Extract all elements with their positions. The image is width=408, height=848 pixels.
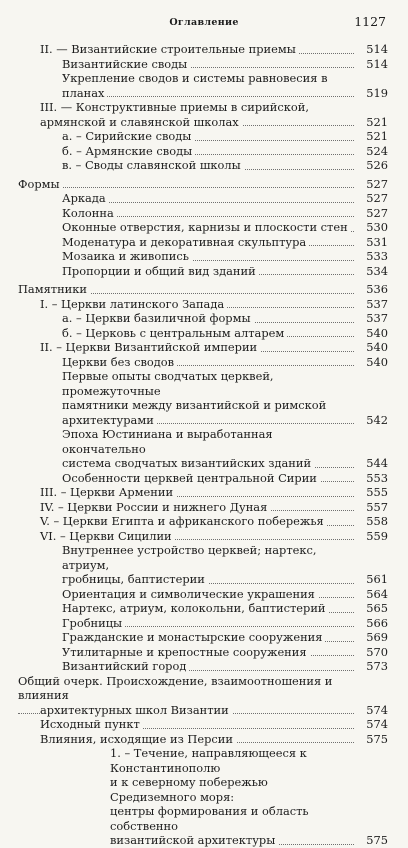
toc-entry-page: 533 [356,249,388,264]
toc-entry-title: Гробницы [62,616,125,630]
toc-entry-title: Ориентация и символические украшения [62,587,318,601]
toc-entry-page: 526 [356,158,388,173]
toc-entry-title: в. – Своды славянской школы [62,158,244,172]
toc-entry[interactable] [18,340,388,355]
toc-entry-page: 566 [356,616,388,631]
toc-entry-page: 558 [356,514,388,529]
toc-entry-page: 564 [356,587,388,602]
toc-entry[interactable] [18,191,388,206]
toc-entry[interactable] [18,732,388,747]
toc-entry-title: Утилитарные и крепостные сооружения [62,645,310,659]
toc-entry-title: и к северному побережью Средиземного моря: [110,775,268,804]
toc-entry-page: 519 [356,86,388,101]
toc-entry-title: Внутреннее устройство церквей; нартекс, атриум, [62,543,317,572]
toc-entry[interactable] [18,235,388,250]
toc-entry[interactable] [18,369,388,427]
toc-entry-title: Мозаика и живопись [62,249,192,263]
toc-entry-page: 561 [356,572,388,587]
toc-entry-title: Общий очерк. Происхождение, взаимоотношения и влияния [18,673,333,702]
toc-entry-title: архитектурами [62,413,157,427]
toc-entry-page: 553 [356,471,388,486]
toc-entry[interactable] [18,144,388,159]
toc-entry-page: 555 [356,485,388,500]
toc-entry-title: Византийские своды [62,57,190,71]
toc-entry-title: II. — Византийские строительные приемы [40,42,299,56]
toc-entry-page: 521 [356,129,388,144]
toc-entry-page: 574 [356,703,388,718]
toc-entry[interactable] [18,100,388,129]
toc-entry[interactable] [18,674,388,718]
toc-entry[interactable] [18,630,388,645]
toc-entry-title: Эпоха Юстиниана и выработанная окончательно [62,427,273,456]
toc-entry-page: 540 [356,326,388,341]
toc-entry[interactable] [18,529,388,544]
toc-entry-page: 534 [356,264,388,279]
toc-entry-title: Византийский город [62,659,189,673]
toc-entry-title: III. – Церкви Армении [40,485,176,499]
toc-entry-title: Формы [18,177,63,191]
toc-entry-title: Исходный пункт [40,717,143,731]
toc-entry-page: 557 [356,500,388,515]
toc-entry[interactable] [18,297,388,312]
table-of-contents [18,42,388,848]
toc-entry[interactable] [18,311,388,326]
toc-entry-title: Особенности церквей центральной Сирии [62,471,320,485]
toc-entry-page: 575 [356,732,388,747]
toc-entry[interactable] [18,129,388,144]
toc-entry-page: 537 [356,297,388,312]
toc-entry[interactable] [18,427,388,471]
toc-entry-title: а. – Сирийские своды [62,129,194,143]
toc-entry-title: Укрепление сводов и системы равновесия в планах [62,71,328,100]
toc-entry-page: 570 [356,645,388,660]
toc-entry-title: Оконные отверстия, карнизы и плоскости стен [62,220,351,234]
toc-entry-page: 573 [356,659,388,674]
toc-entry[interactable] [18,645,388,660]
toc-entry[interactable] [18,282,388,297]
toc-entry[interactable] [18,249,388,264]
toc-entry-page: 540 [356,340,388,355]
toc-entry-page: 565 [356,601,388,616]
toc-entry[interactable] [18,485,388,500]
toc-entry-title: Нартекс, атриум, колокольни, баптистерий [62,601,329,615]
toc-entry-title: а. – Церкви базиличной формы [62,311,254,325]
toc-entry-title: Аркада [62,191,109,205]
toc-entry-title: I. – Церкви латинского Запада [40,297,227,311]
toc-entry[interactable] [18,587,388,602]
toc-entry-title: центры формирования и область собственно [110,804,309,833]
toc-entry-title: Церкви без сводов [62,355,177,369]
toc-entry[interactable] [18,355,388,370]
toc-entry-page: 530 [356,220,388,235]
toc-entry[interactable] [18,220,388,235]
toc-entry[interactable] [18,616,388,631]
toc-entry-page: 514 [356,57,388,72]
toc-entry[interactable] [18,71,388,100]
toc-entry-title: б. – Церковь с центральным алтарем [62,326,287,340]
toc-entry[interactable] [18,177,388,192]
toc-entry-page: 569 [356,630,388,645]
toc-entry-title: V. – Церкви Египта и африканского побережья [40,514,327,528]
toc-entry[interactable] [18,514,388,529]
toc-entry-title: VI. – Церкви Сицилии [40,529,175,543]
running-head: Оглавление [169,17,239,28]
page-header [0,14,408,32]
toc-entry[interactable] [18,746,388,848]
toc-entry-page: 536 [356,282,388,297]
toc-entry-title: Пропорции и общий вид зданий [62,264,259,278]
toc-entry-title: архитектурных школ Византии [40,703,232,717]
toc-entry-title: Памятники [18,282,90,296]
toc-entry-title: Моденатура и декоративная скульптура [62,235,309,249]
toc-entry-page: 531 [356,235,388,250]
toc-entry[interactable] [18,717,388,732]
toc-entry-title: Колонна [62,206,117,220]
toc-entry-page: 575 [356,833,388,848]
toc-entry-page: 542 [356,413,388,428]
toc-entry-title: 1. – Течение, направляющееся к Константинополю [110,746,307,775]
toc-entry[interactable] [18,264,388,279]
toc-entry-page: 527 [356,177,388,192]
page-number: 1127 [354,14,386,29]
toc-entry[interactable] [18,659,388,674]
toc-entry-title: II. – Церкви Византийской империи [40,340,260,354]
toc-entry-page: 559 [356,529,388,544]
toc-entry[interactable] [18,326,388,341]
toc-entry-page: 521 [356,115,388,130]
toc-entry-title: Гражданские и монастырские сооружения [62,630,325,644]
toc-entry-title: III. — Конструктивные приемы в сирийской, [40,100,312,114]
dot-leader [18,187,354,188]
toc-entry[interactable] [18,543,388,587]
toc-entry[interactable] [18,500,388,515]
toc-entry[interactable] [18,57,388,72]
toc-entry-page: 514 [356,42,388,57]
toc-entry-page: 574 [356,717,388,732]
toc-entry-title: IV. – Церкви России и нижнего Дуная [40,500,270,514]
toc-entry[interactable] [18,601,388,616]
toc-entry[interactable] [18,158,388,173]
toc-entry-page: 537 [356,311,388,326]
toc-entry-title: Влияния, исходящие из Персии [40,732,236,746]
toc-entry-title: армянской и славянской школах [40,115,242,129]
toc-entry-title: византийской архитектуры [110,833,278,847]
toc-entry-title: система сводчатых византийских зданий [62,456,314,470]
toc-entry-page: 544 [356,456,388,471]
toc-entry[interactable] [18,471,388,486]
toc-entry-page: 527 [356,191,388,206]
toc-entry-title: гробницы, баптистерии [62,572,208,586]
toc-entry-title: памятники между византийской и римской [62,398,329,412]
toc-entry-page: 527 [356,206,388,221]
toc-entry[interactable] [18,42,388,57]
toc-entry[interactable] [18,206,388,221]
toc-entry-title: Первые опыты сводчатых церквей, промежуточные [62,369,274,398]
toc-entry-page: 524 [356,144,388,159]
toc-entry-title: б. – Армянские своды [62,144,195,158]
toc-entry-page: 540 [356,355,388,370]
